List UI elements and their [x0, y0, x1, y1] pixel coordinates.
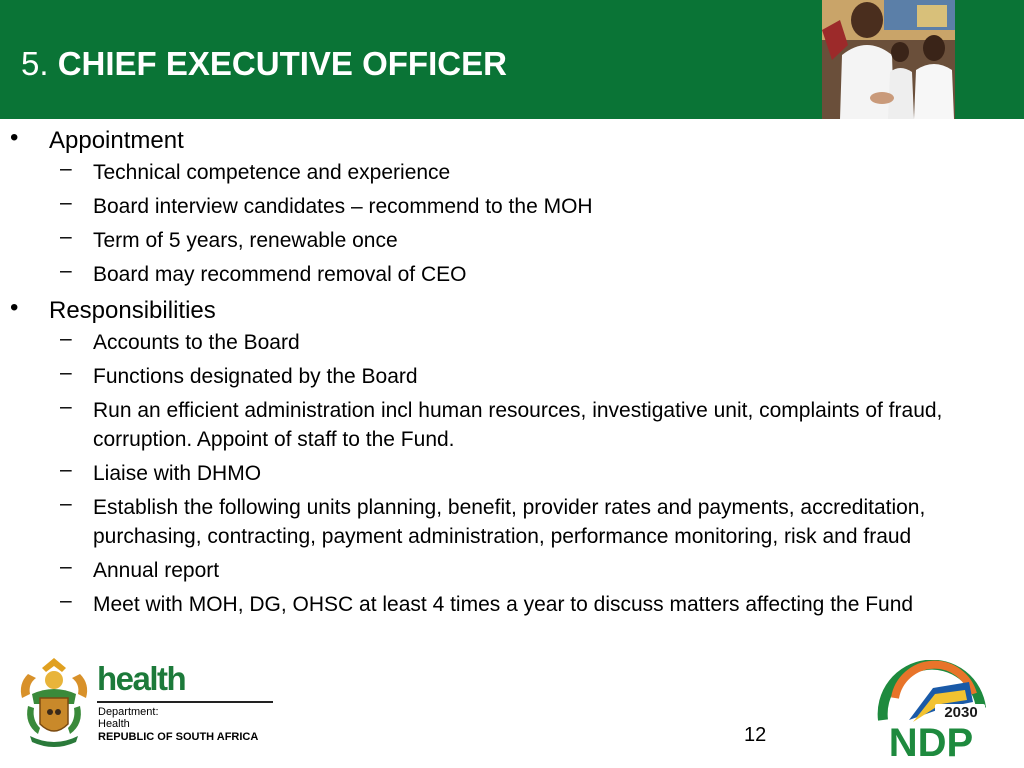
sub-bullet: – Run an efficient administration incl human resources, investigative unit, complaints of fraud, corruption. Appoint of staff to the Fund. [60, 395, 943, 451]
header-photo [822, 0, 955, 119]
title-number: 5. [21, 45, 49, 82]
sub-bullet: – Technical competence and experience [60, 157, 451, 184]
page-number: 12 [744, 724, 767, 746]
sub-bullet: – Functions designated by the Board [60, 361, 418, 388]
title-bar [0, 0, 1024, 119]
bullet-appointment: • Appointment [10, 124, 184, 154]
country-label: REPUBLIC OF SOUTH AFRICA [98, 731, 259, 743]
bullet-responsibilities: • Responsibilities [10, 294, 216, 324]
sub-bullet: – Liaise with DHMO [60, 458, 262, 485]
department-logo [14, 654, 284, 750]
bullet-list [0, 124, 1024, 624]
health-wordmark: health [97, 660, 186, 697]
sub-bullet: – Board interview candidates – recommend to the MOH [60, 191, 593, 218]
nurse-children-photo [822, 0, 955, 119]
ndp-2030-logo-icon [873, 660, 991, 760]
divider [97, 701, 273, 703]
slide-title [21, 44, 507, 84]
sub-bullet: – Annual report [60, 555, 220, 582]
ndp-year: 2030 [944, 704, 978, 721]
sub-bullet: – Meet with MOH, DG, OHSC at least 4 times a year to discuss matters affecting the Fund [60, 589, 914, 616]
sub-bullet: – Term of 5 years, renewable once [60, 225, 398, 252]
ndp-letters: NDP [888, 721, 974, 760]
sub-bullet: – Establish the following units planning, benefit, provider rates and payments, accreditation, purchasing, contracting, payment administration, performance monitoring, risk and fraud [60, 492, 926, 548]
sub-bullet: – Accounts to the Board [60, 327, 300, 354]
coat-of-arms-icon [14, 654, 94, 750]
department-label: Department: Health [98, 706, 159, 730]
sub-bullet: – Board may recommend removal of CEO [60, 259, 467, 286]
title-text: CHIEF EXECUTIVE OFFICER [57, 45, 507, 82]
